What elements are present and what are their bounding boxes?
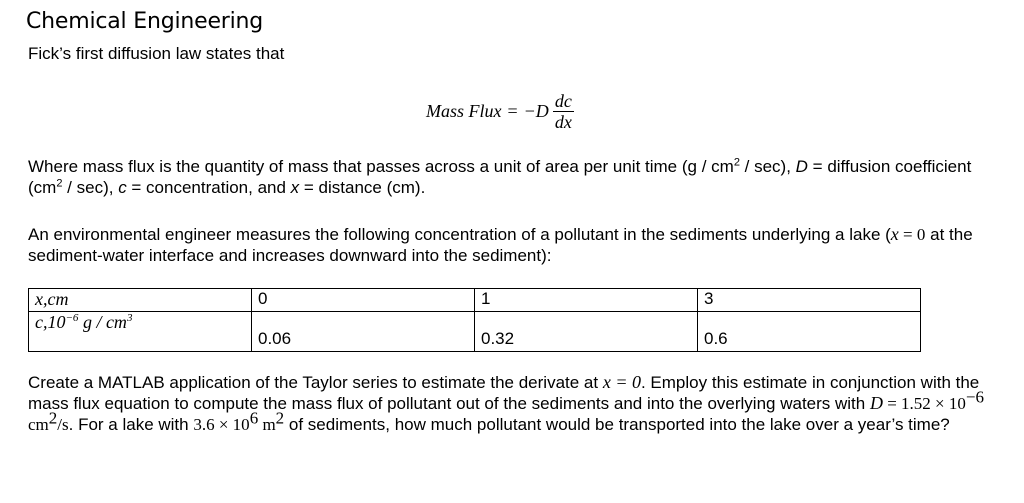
p1-var-c: c — [118, 178, 127, 197]
table-cell: 0.06 — [252, 312, 475, 352]
table-cell: 0 — [252, 289, 475, 312]
row-label-c — [29, 312, 252, 352]
p3-math-x0: x = 0 — [602, 372, 641, 392]
p3-text-2: . Employ this estimate in conjunction with the mass flux equation to compute the mass flux of pollutant out of the sediments and into the overlying waters with — [28, 373, 980, 413]
c-label-exp: −6 — [65, 312, 79, 324]
p3-math-areaexp: 6 — [249, 408, 259, 428]
p3-math-mexp: 2 — [275, 408, 285, 428]
p2-math-eq0: = 0 — [898, 225, 926, 244]
intro-text: Fick’s first diffusion law states that — [28, 44, 285, 63]
fraction-numerator: dc — [554, 90, 572, 111]
p1-sup-1: 2 — [733, 156, 740, 169]
p1-text-3: = diffusion coefficient (cm — [28, 157, 972, 197]
c-label — [35, 312, 132, 332]
p3-math-cm: cm — [28, 415, 49, 434]
p2-text-1: An environmental engineer measures the following concentration of a pollutant in the sediments underlying a lake ( — [28, 225, 891, 244]
p3-math-cmexp: 2 — [48, 408, 58, 428]
p3-text-3: . For a lake with — [68, 415, 194, 434]
p3-math-area: 3.6 × 10 — [193, 415, 250, 434]
fraction-denominator: dx — [554, 111, 572, 132]
p1-var-d: D — [795, 157, 808, 176]
p1-text-5: = concentration, and — [126, 178, 291, 197]
row-label-x — [29, 289, 252, 312]
p3-math-dexp: −6 — [965, 387, 984, 407]
p3-text-1: Create a MATLAB application of the Taylor series to estimate the derivate at — [28, 373, 603, 392]
p2-math-x: x — [890, 224, 899, 244]
c-label-b: g / cm — [78, 312, 127, 332]
table-row — [29, 289, 921, 312]
measurement-paragraph — [28, 224, 998, 266]
p1-text-1: Where mass flux is the quantity of mass that passes across a unit of area per unit time (g / cm — [28, 157, 734, 176]
p3-math-dval: = 1.52 × 10 — [882, 394, 966, 413]
task-paragraph — [28, 372, 998, 435]
table-row — [29, 312, 921, 352]
table-cell: 0.32 — [475, 312, 698, 352]
equation-lhs: Mass Flux — [426, 100, 502, 121]
p1-text-6: = distance (cm). — [299, 178, 426, 197]
x-label: x,cm — [35, 289, 69, 309]
p3-math-d: D — [869, 393, 883, 413]
p3-text-4: of sediments, how much pollutant would be transported into the lake over a year’s time? — [284, 415, 950, 434]
p1-var-x: x — [290, 178, 300, 197]
c-label-exp2: 3 — [126, 312, 133, 324]
table-cell: 0.6 — [698, 312, 921, 352]
p3-math-s: /s — [57, 415, 69, 434]
page-heading: Chemical Engineering — [26, 9, 264, 34]
ficks-law-equation — [426, 86, 574, 136]
p1-text-4: / sec), — [62, 178, 119, 197]
table-cell: 3 — [698, 289, 921, 312]
table-cell: 1 — [475, 289, 698, 312]
p3-math-m: m — [258, 415, 276, 434]
p1-text-2: / sec), — [739, 157, 796, 176]
definitions-paragraph — [28, 156, 998, 198]
p1-sup-2: 2 — [56, 177, 63, 190]
equation-coefficient: −D — [523, 100, 549, 121]
c-label-a: c,10 — [35, 312, 66, 332]
p2-text-2: at the sediment-water interface and increases downward into the sediment): — [28, 225, 973, 265]
concentration-table — [28, 288, 921, 352]
equation-equals: = — [507, 100, 518, 121]
equation-fraction — [553, 92, 574, 131]
